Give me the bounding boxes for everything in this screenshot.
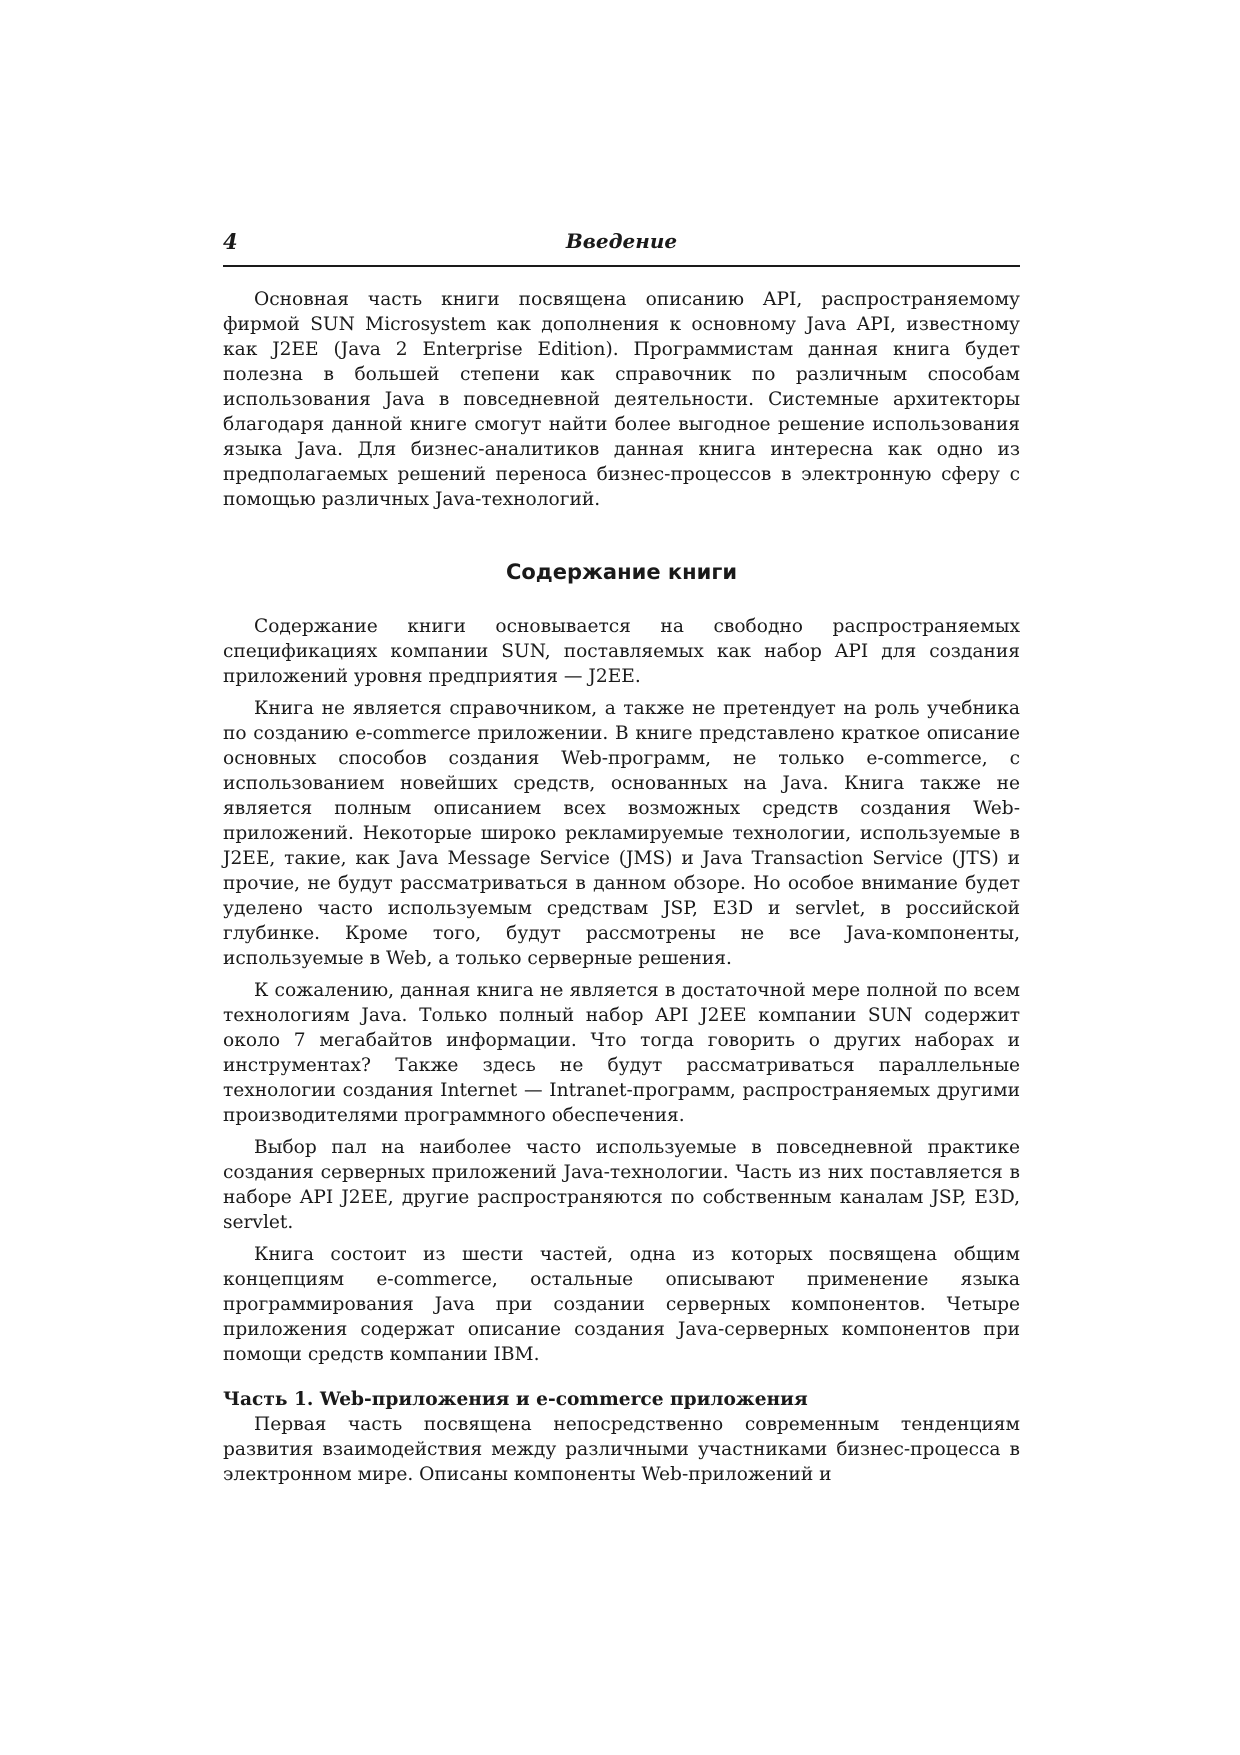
section-heading: Содержание книги (505, 560, 738, 584)
part-heading: Часть 1. Web-приложения и e-commerce приложения (223, 1389, 808, 1410)
section-paragraph: Книга не является справочником, а также не претендует на роль учебника по созданию e-commerce приложении. В книге представлено краткое описание основных способов создания Web-программ, не только e-commerce, с использованием новейших средств, основанных на Java. Книга также не является полным описанием всех возможных средств создания Web-приложений. Некоторые широко рекламируемые технологии, используемые в J2EE, такие, как Java Message Service (JMS) и Java Transaction Service (JTS) и прочие, не будут рассматриваться в данном обзоре. Но особое внимание будет уделено часто используемым средствам JSP, E3D и servlet, в российской глубинке. Кроме того, будут рассмотрены не все Java-компоненты, используемые в Web, а только серверные решения. (223, 698, 1020, 969)
section-paragraph: Содержание книги основывается на свободно распространяемых спецификациях компании SUN, поставляемых как набор API для создания приложений уровня предприятия — J2EE. (223, 616, 1020, 687)
running-title: Введение (565, 229, 678, 253)
intro-paragraph: Основная часть книги посвящена описанию API, распространяемому фирмой SUN Microsystem как дополнения к основному Java API, известному как J2EE (Java 2 Enterprise Edition). Программистам данная книга будет полезна в большей степени как справочник по различным способам использования Java в повседневной деятельности. Системные архитекторы благодаря данной книге смогут найти более выгодное решение использования языка Java. Для бизнес-аналитиков данная книга интересна как одно из предполагаемых решений переноса бизнес-процессов в электронную сферу с помощью различных Java-технологий. (223, 289, 1020, 510)
page-body (223, 287, 1020, 1487)
section-paragraph: К сожалению, данная книга не является в достаточной мере полной по всем технологиям Java. Только полный набор API J2EE компании SUN содержит около 7 мегабайтов информации. Что тогда говорить о других наборах и инструментах? Также здесь не будут рассматриваться параллельные технологии создания Internet — Intranet-программ, распространяемых другими производителями программного обеспечения. (223, 980, 1020, 1126)
part-paragraph: Первая часть посвящена непосредственно современным тенденциям развития взаимодействия между различными участниками бизнес-процесса в электронном мире. Описаны компоненты Web-приложений и (223, 1414, 1020, 1485)
book-page (223, 225, 1020, 1494)
section-paragraph: Книга состоит из шести частей, одна из которых посвящена общим концепциям e-commerce, остальные описывают применение языка программирования Java при создании серверных компонентов. Четыре приложения содержат описание создания Java-серверных компонентов при помощи средств компании IBM. (223, 1244, 1020, 1365)
section-paragraph: Выбор пал на наиболее часто используемые в повседневной практике создания серверных приложений Java-технологии. Часть из них поставляется в наборе API J2EE, другие распространяются по собственным каналам JSP, E3D, servlet. (223, 1137, 1020, 1233)
page-number: 4 (223, 229, 238, 254)
running-header (223, 225, 1020, 267)
